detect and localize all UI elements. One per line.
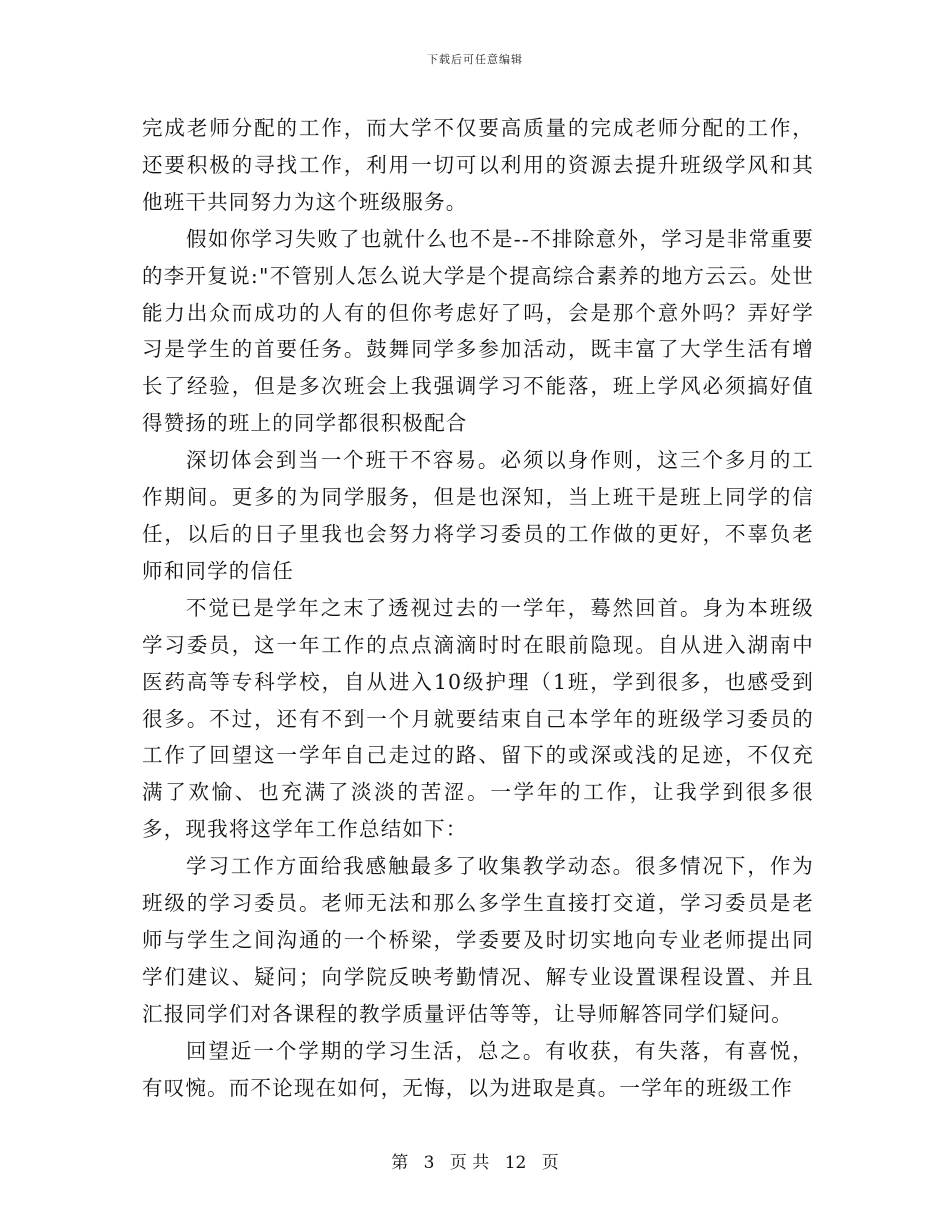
- paragraph: 假如你学习失败了也就什么也不是--不排除意外，学习是非常重要的李开复说:"不管别人怎么说大学是个提高综合素养的地方云云。处世能力出众而成功的人有的但你考虑好了吗，会是那个意外吗？弄好学习是学生的首要任务。鼓舞同学多参加活动，既丰富了大学生活有增长了经验，但是多次班会上我强调学习不能落，班上学风必须搞好值得赞扬的班上的同学都很积极配合: [142, 226, 814, 436]
- footer-current-page: 3: [423, 1153, 435, 1173]
- paragraph: 深切体会到当一个班干不容易。必须以身作则，这三个多月的工作期间。更多的为同学服务，但是也深知，当上班干是班上同学的信任，以后的日子里我也会努力将学习委员的工作做的更好，不辜负老师和同学的信任: [142, 448, 814, 583]
- page-header-note: 下载后可任意编辑: [427, 53, 523, 66]
- footer-suffix: 页: [541, 1153, 559, 1173]
- footer-prefix: 第: [391, 1153, 409, 1173]
- paragraph: 不觉已是学年之末了透视过去的一学年，蓦然回首。身为本班级学习委员，这一年工作的点点滴滴时时在眼前隐现。自从进入湖南中医药高等专科学校，自从进入10级护理（1班，学到很多，也感受到很多。不过，还有不到一个月就要结束自己本学年的班级学习委员的工作了回望这一学年自己走过的路、留下的或深或浅的足迹，不仅充满了欢愉、也充满了淡淡的苦涩。一学年的工作，让我学到很多很多，现我将这学年工作总结如下：: [142, 595, 814, 842]
- paragraph: 学习工作方面给我感触最多了收集教学动态。很多情况下，作为班级的学习委员。老师无法和那么多学生直接打交道，学习委员是老师与学生之间沟通的一个桥梁，学委要及时切实地向专业老师提出同学们建议、疑问；向学院反映考勤情况、解专业设置课程设置、并且汇报同学们对各课程的教学质量评估等等，让导师解答同学们疑问。: [142, 854, 814, 1026]
- footer-total-pages: 12: [504, 1153, 527, 1173]
- footer-middle: 页 共: [449, 1153, 490, 1173]
- document-body: [142, 110, 814, 1106]
- page-number-footer: [0, 1152, 950, 1174]
- paragraph: 回望近一个学期的学习生活，总之。有收获，有失落，有喜悦，有叹惋。而不论现在如何，无悔，以为进取是真。一学年的班级工作: [142, 1038, 814, 1100]
- paragraph: 完成老师分配的工作，而大学不仅要高质量的完成老师分配的工作，还要积极的寻找工作，利用一切可以利用的资源去提升班级学风和其他班干共同努力为这个班级服务。: [142, 116, 814, 214]
